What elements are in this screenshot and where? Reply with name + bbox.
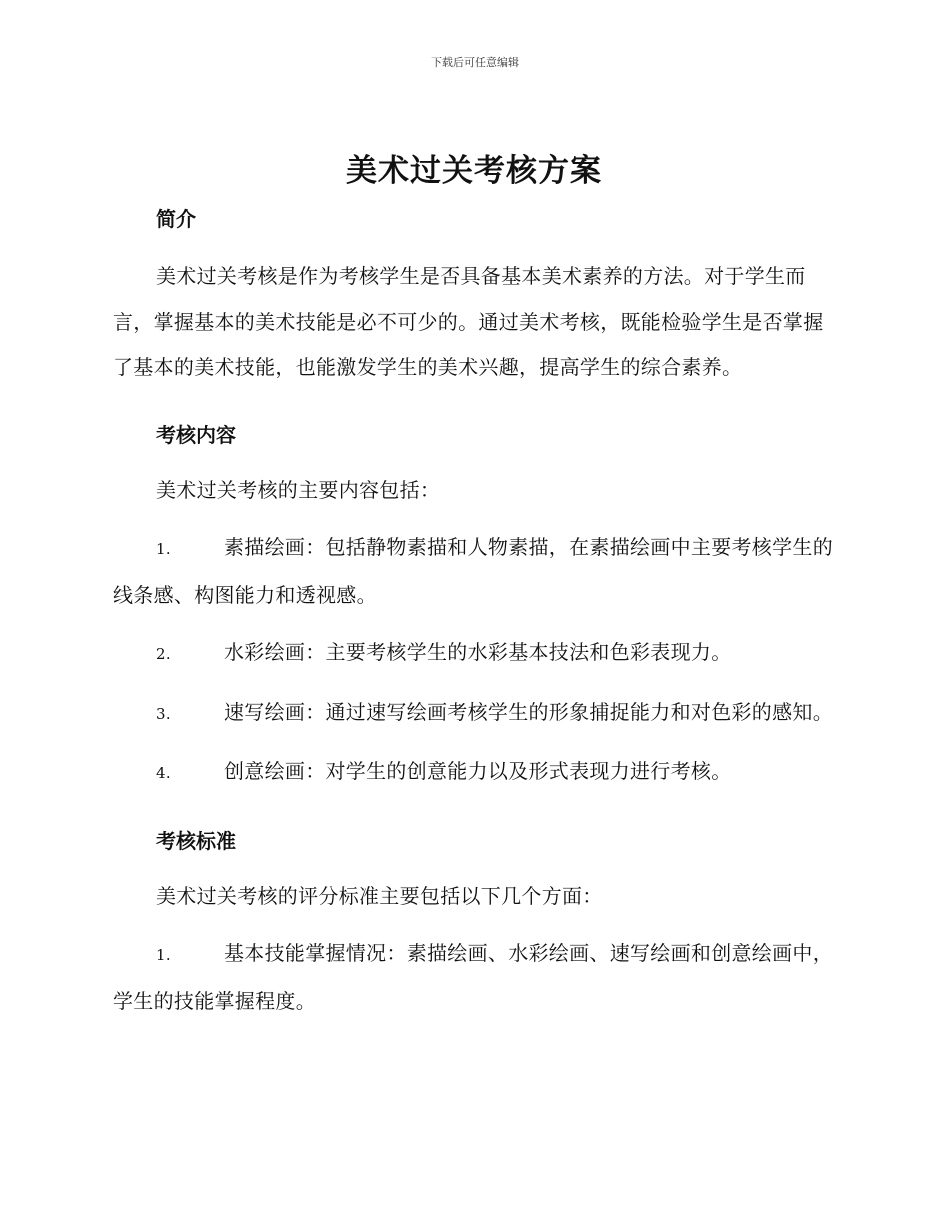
section-heading-intro: 简介	[156, 207, 196, 231]
content-list-item	[113, 749, 835, 797]
standard-intro-paragraph: 美术过关考核的评分标准主要包括以下几个方面：	[156, 883, 603, 908]
document-body	[113, 146, 835, 1024]
list-text: 基本技能掌握情况：素描绘画、水彩绘画、速写绘画和创意绘画中，学生的技能掌握程度。	[113, 941, 833, 1013]
list-number: 4.	[156, 764, 171, 782]
list-number: 3.	[156, 704, 171, 723]
header-note: 下载后可任意编辑	[431, 56, 519, 69]
list-text: 素描绘画：包括静物素描和人物素描，在素描绘画中主要考核学生的线条感、构图能力和透视感。	[113, 535, 833, 607]
content-list-item	[113, 630, 835, 678]
content-list-item	[113, 690, 835, 738]
list-number: 1.	[156, 946, 171, 964]
content-list-item	[113, 525, 835, 618]
intro-paragraph: 美术过关考核是作为考核学生是否具备基本美术素养的方法。对于学生而言，掌握基本的美术技能是必不可少的。通过美术考核，既能检验学生是否掌握了基本的美术技能，也能激发学生的美术兴趣，提高学生的综合素养。	[113, 264, 824, 379]
list-number: 2.	[156, 645, 171, 663]
standard-list-item	[113, 931, 835, 1024]
document-title: 美术过关考核方案	[346, 153, 602, 189]
section-heading-standard: 考核标准	[156, 828, 236, 853]
content-intro-paragraph: 美术过关考核的主要内容包括：	[156, 477, 441, 502]
section-heading-content: 考核内容	[156, 422, 236, 447]
list-text: 创意绘画：对学生的创意能力以及形式表现力进行考核。	[224, 759, 732, 783]
list-text: 速写绘画：通过速写绘画考核学生的形象捕捉能力和对色彩的感知。	[224, 699, 833, 724]
list-text: 水彩绘画：主要考核学生的水彩基本技法和色彩表现力。	[224, 640, 732, 664]
list-number: 1.	[156, 540, 171, 558]
